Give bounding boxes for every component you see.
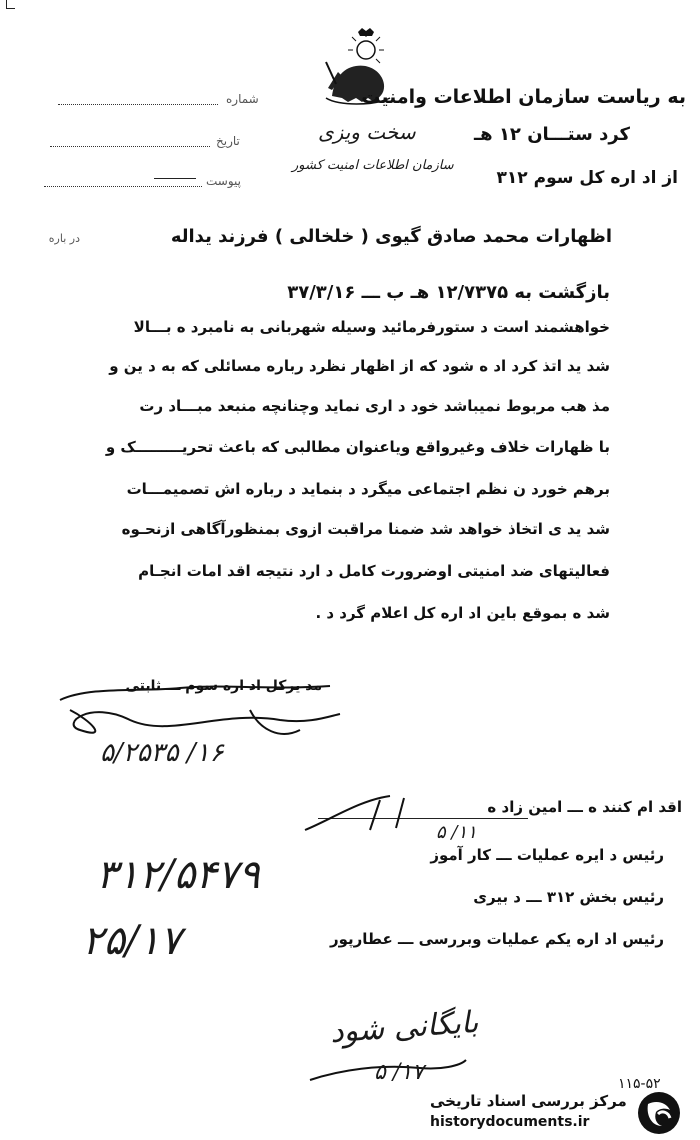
stamp-bottom-text: سازمان اطلاعات امنیت کشور xyxy=(292,158,454,173)
body-line-5: برهم خورد ن نظم اجتماعی میگرد د بنماید د رباره اش تصمیمـــات xyxy=(126,480,610,498)
body-line-6: شد ید ی اتخاذ خواهد شد ضمنا مراقبت ازوی بمنظورآگاهی ازنحـوه xyxy=(121,520,610,538)
section-head-line: رئیس بخش ۳۱۲ ـــ د بیری xyxy=(473,888,664,906)
page-code: ۱۱۵-۵۲ xyxy=(618,1076,661,1092)
action-signature-icon xyxy=(300,790,410,840)
attachment-field-solid xyxy=(154,178,196,179)
province-line: کرد ستـــان ۱۲ هـ xyxy=(474,124,630,145)
corner-mark xyxy=(6,0,15,9)
dept-head-line: رئیس اد اره یکم عملیات وبررسی ـــ عطارپور xyxy=(329,930,664,948)
body-line-7: فعالیتهای ضد امنیتی اوضرورت کامل د ارد نتیجه اقد امات انجـام xyxy=(138,562,610,580)
subject-label: در باره xyxy=(48,232,80,245)
from-line: از اد اره کل سوم ۳۱۲ xyxy=(496,168,678,188)
body-line-8: شد ه بموقع باین اد اره کل اعلام گرد د . xyxy=(315,604,610,622)
body-line-2: شد ید اتذ کرد اد ه شود که از اظهار نظرد رباره مسائلی که به د ین و xyxy=(109,357,610,375)
attachment-label: پیوست xyxy=(206,174,241,188)
action-by-line: اقد ام کنند ه ـــ امین زاد ه xyxy=(487,798,682,816)
footer-website: historydocuments.ir xyxy=(430,1114,590,1130)
date-label: تاریخ xyxy=(216,134,240,148)
archive-note: بایگانی شود xyxy=(328,1004,480,1051)
footer-org-name: مرکز بررسی اسناد تاریخی xyxy=(430,1092,627,1110)
date-field-line xyxy=(50,146,210,147)
ops-head-line: رئیس د ایره عملیات ـــ کار آموز xyxy=(430,846,664,864)
subject-text: اظهارات محمد صادق گیوی ( خلخالی ) فرزند یداله xyxy=(170,226,612,247)
handwritten-date: ۲۵/۱۷ xyxy=(82,918,182,964)
attachment-field-line xyxy=(44,186,202,187)
director-date: ۱۶/ ۵/۲۵۳۵ xyxy=(100,738,224,768)
handwritten-number: ۳۱۲/۵۴۷۹ xyxy=(96,852,260,898)
archive-date: ۱۷/ ۵ xyxy=(374,1060,424,1085)
number-label: شماره xyxy=(226,92,259,106)
history-center-logo-icon xyxy=(636,1090,682,1136)
number-field-line xyxy=(58,104,218,105)
reference-line: بازگشت به ۱۲/۷۳۷۵ هـ ب ـــ ۳۷/۳/۱۶ xyxy=(287,282,610,303)
body-line-4: با ظهارات خلاف وغیرواقع ویاعنوان مطالبی که باعث تحریـــــــــک و xyxy=(105,438,610,456)
addressee-line: به ریاست سازمان اطلاعات وامنیت xyxy=(361,86,686,108)
body-line-3: مذ هب مربوط نمیباشد خود د اری نماید وچنانچه منبعد مبـــاد رت xyxy=(139,397,610,415)
director-line: مد یرکل اد اره سوم ـــ ثابتی xyxy=(125,678,322,694)
body-line-1: خواهشمند است د ستورفرمائید وسیله شهربانی به نامبرد ه بـــالا xyxy=(133,318,610,336)
action-date: ۱۱/ ۵ xyxy=(436,822,477,843)
stamp-top-text: سخت ویزی xyxy=(318,120,416,144)
